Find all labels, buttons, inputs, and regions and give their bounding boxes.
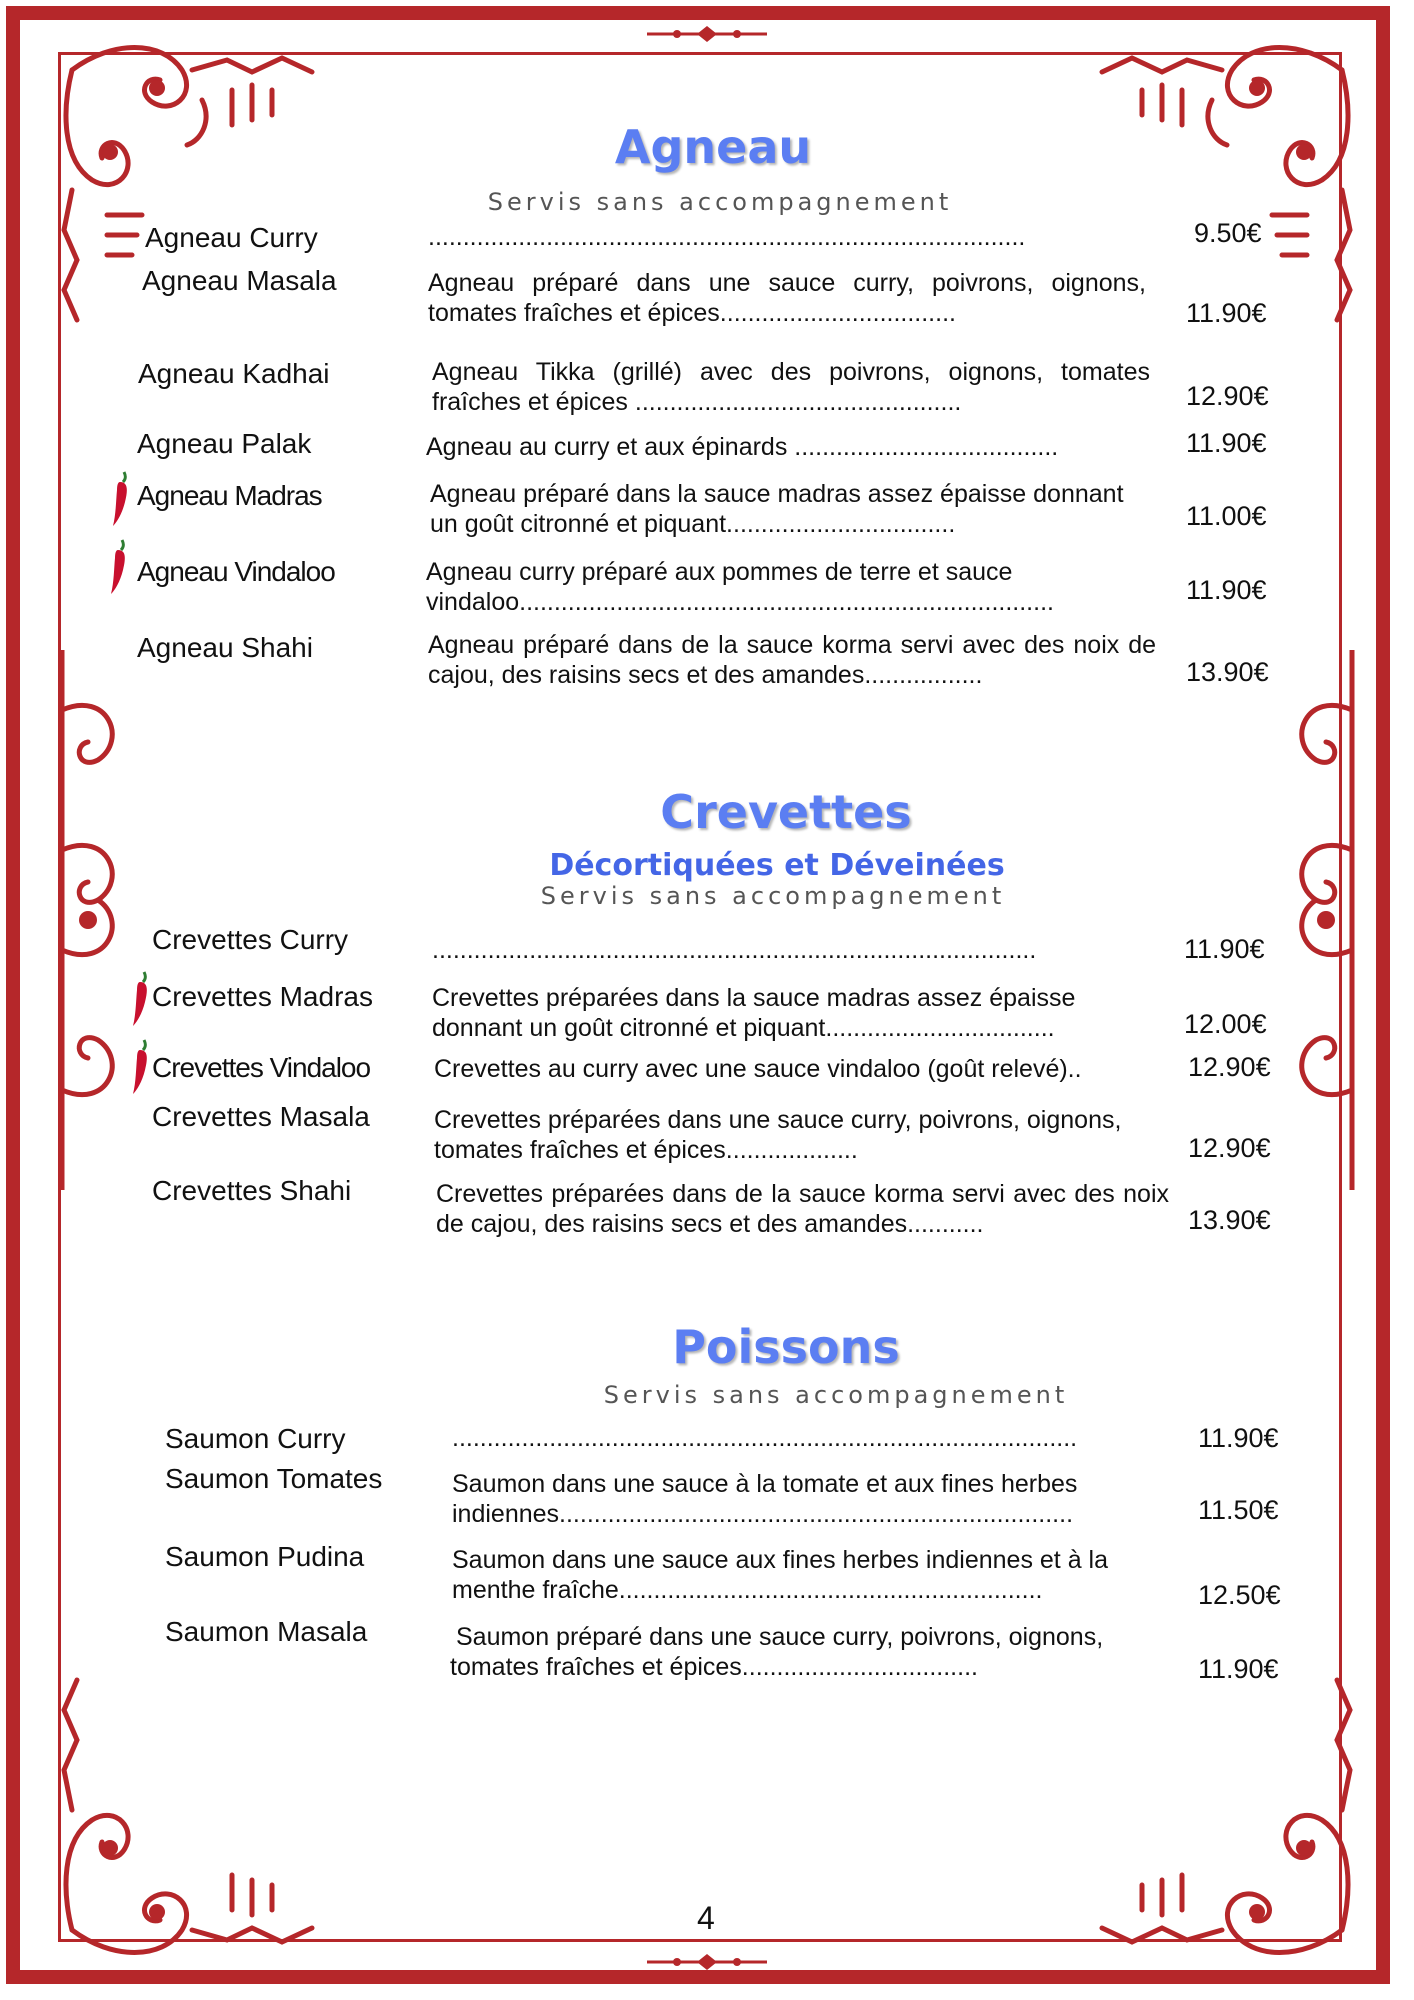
page-number: 4: [697, 1900, 715, 1936]
chili-pepper-icon: [106, 538, 132, 596]
bottom-center-ornament: [647, 1952, 767, 1972]
dish-name: Crevettes Vindaloo: [152, 1052, 371, 1083]
served-note-crevettes: Servis sans accompagnement: [540, 882, 1006, 910]
dish-name: Agneau Shahi: [137, 632, 313, 663]
dish-price: 12.90€: [1186, 381, 1269, 411]
corner-ornament-top-left: [52, 30, 352, 350]
dish-name: Agneau Palak: [137, 428, 312, 459]
dish-name: Agneau Madras: [137, 480, 322, 511]
dish-name: Saumon Tomates: [165, 1463, 383, 1494]
dish-description: Agneau préparé dans de la sauce korma servi avec des noix de cajou, des raisins secs et des amandes.................: [428, 631, 1156, 689]
chili-pepper-icon: [108, 470, 134, 528]
dish-description: Agneau préparé dans la sauce madras assez épaisse donnant un goût citronné et piquant.................................: [430, 480, 1124, 538]
section-title-crevettes: Crevettes: [660, 785, 912, 839]
dish-name: Crevettes Madras: [152, 981, 373, 1012]
dish-price: 11.90€: [1198, 1654, 1279, 1684]
dish-name: Crevettes Curry: [152, 924, 349, 955]
section-title-agneau: Agneau: [614, 120, 812, 174]
chili-pepper-icon: [128, 970, 154, 1028]
dish-name: Saumon Masala: [165, 1616, 368, 1647]
dish-price: 12.50€: [1198, 1580, 1281, 1610]
dish-price: 13.90€: [1186, 657, 1269, 687]
dish-description: Saumon dans une sauce à la tomate et aux fines herbes indiennes..........................................................................: [452, 1470, 1078, 1528]
dish-price: 13.90€: [1188, 1205, 1271, 1235]
section-subtitle-crevettes: Décortiquées et Déveinées: [549, 848, 1005, 883]
dish-price: 11.90€: [1186, 298, 1267, 328]
side-ornament-left: [48, 650, 138, 1190]
dish-price: 11.90€: [1186, 575, 1267, 605]
dish-name: Crevettes Shahi: [152, 1175, 352, 1206]
dish-description: Crevettes préparées dans une sauce curry, poivrons, oignons, tomates fraîches et épices...................: [434, 1106, 1122, 1164]
dish-name: Saumon Pudina: [165, 1541, 365, 1572]
dish-price: 11.90€: [1184, 934, 1265, 964]
dish-price: 11.50€: [1198, 1495, 1279, 1525]
dish-name: Agneau Curry: [145, 222, 318, 253]
dish-price: 11.90€: [1198, 1423, 1279, 1453]
corner-ornament-bottom-left: [52, 1650, 352, 1970]
side-ornament-right: [1276, 650, 1366, 1190]
dish-name: Agneau Kadhai: [138, 358, 330, 389]
dish-name: Agneau Masala: [142, 265, 337, 296]
dish-price: 9.50€: [1194, 218, 1262, 248]
dish-price: 11.00€: [1186, 501, 1267, 531]
dish-description: ......................................................................................: [428, 223, 1026, 251]
dish-price: 11.90€: [1186, 428, 1267, 458]
dish-description: Agneau préparé dans une sauce curry, poivrons, oignons, tomates fraîches et épices..................................: [428, 269, 1146, 327]
dish-description: Agneau Tikka (grillé) avec des poivrons, oignons, tomates fraîches et épices ...............................................: [432, 358, 1150, 416]
chili-pepper-icon: [128, 1038, 154, 1096]
dish-description: Saumon dans une sauce aux fines herbes indiennes et à la menthe fraîche.............................................................: [452, 1546, 1109, 1604]
dish-name: Agneau Vindaloo: [137, 556, 335, 587]
dish-description: Crevettes préparées dans de la sauce korma servi avec des noix de cajou, des raisins secs et des amandes...........: [436, 1180, 1169, 1238]
served-note-agneau: Servis sans accompagnement: [487, 188, 953, 216]
dish-description: Agneau curry préparé aux pommes de terre et sauce vindaloo.............................................................................: [426, 558, 1054, 616]
dish-description: Crevettes au curry avec une sauce vindaloo (goût relevé)..: [434, 1055, 1082, 1083]
dish-price: 12.00€: [1184, 1009, 1267, 1039]
dish-description: Crevettes préparées dans la sauce madras assez épaisse donnant un goût citronné et piquant.................................: [432, 984, 1076, 1042]
dish-description: Saumon préparé dans une sauce curry, poivrons, oignons, tomates fraîches et épices..................................: [450, 1623, 1104, 1681]
top-center-ornament: [647, 24, 767, 44]
dish-description: Agneau au curry et aux épinards ......................................: [426, 433, 1059, 461]
dish-description: ..........................................................................................: [452, 1424, 1078, 1452]
dish-description: .......................................................................................: [432, 936, 1037, 964]
corner-ornament-bottom-right: [1062, 1650, 1362, 1970]
dish-price: 12.90€: [1188, 1052, 1271, 1082]
section-title-poissons: Poissons: [672, 1320, 900, 1374]
served-note-poissons: Servis sans accompagnement: [603, 1381, 1069, 1409]
dish-name: Saumon Curry: [165, 1423, 346, 1454]
dish-price: 12.90€: [1188, 1133, 1271, 1163]
dish-name: Crevettes Masala: [152, 1101, 370, 1132]
